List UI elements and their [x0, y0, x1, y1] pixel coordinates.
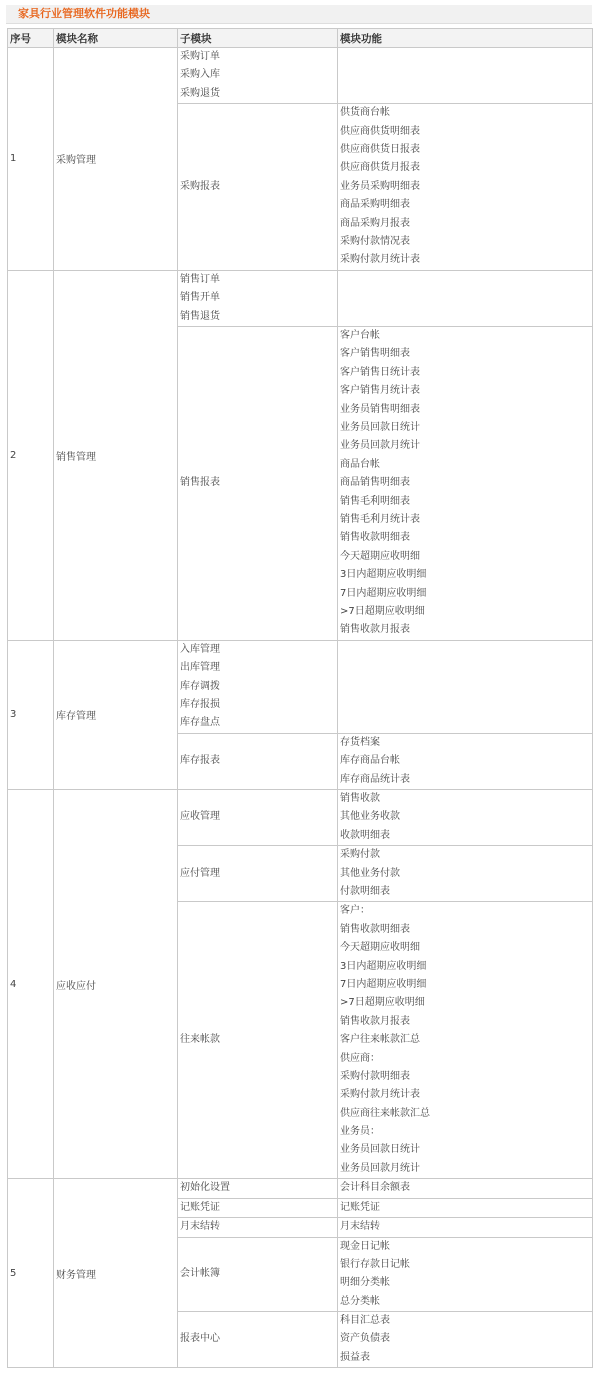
function-item: 7日内超期应收明细 [340, 587, 427, 599]
title-bar [6, 5, 592, 24]
sub-module-label: 报表中心 [180, 1333, 220, 1345]
function-item: 今天超期应收明细 [340, 942, 420, 954]
module-index: 3 [8, 640, 54, 789]
function-item: 收款明细表 [340, 829, 390, 841]
function-item: 7日内超期应收明细 [340, 978, 427, 990]
sub-module-cell [178, 902, 338, 1179]
function-item: 记账凭证 [340, 1201, 380, 1213]
table-body [8, 48, 593, 1368]
function-item: 采购付款明细表 [340, 1070, 410, 1082]
function-item: 客户销售明细表 [340, 348, 410, 360]
function-item: 销售收款明细表 [340, 923, 410, 935]
function-item: 3日内超期应收明细 [340, 960, 427, 972]
sub-module-cell [178, 1237, 338, 1312]
function-item: 供应商供货月报表 [340, 162, 420, 174]
function-item: 客户销售日统计表 [340, 366, 420, 378]
function-item: 月末结转 [340, 1221, 380, 1233]
sub-module-label: 采购退货 [180, 87, 220, 99]
function-item: 客户： [340, 905, 370, 917]
function-item: 采购付款情况表 [340, 235, 410, 247]
function-item: 业务员回款月统计 [340, 440, 420, 452]
module-function-cell [338, 1198, 593, 1217]
function-item: 业务员回款日统计 [340, 422, 420, 433]
sub-module-label: 出库管理 [180, 662, 220, 674]
function-item: 库存商品台帐 [340, 755, 400, 767]
function-item: 采购付款月统计表 [340, 254, 420, 266]
function-item: 销售收款月报表 [340, 624, 410, 636]
function-item: 今天超期应收明细 [340, 550, 420, 562]
sub-module-label: 往来帐款 [180, 1034, 220, 1046]
function-item: 供应商： [340, 1052, 380, 1064]
sub-module-cell [178, 48, 338, 104]
module-name: 库存管理 [54, 640, 178, 789]
sub-module-label: 库存报损 [180, 698, 220, 710]
sub-module-label: 采购订单 [180, 51, 220, 62]
page-title: 家具行业管理软件功能模块 [18, 7, 150, 20]
module-index: 5 [8, 1179, 54, 1368]
function-item: 商品台帐 [340, 458, 380, 470]
table-row [8, 789, 593, 845]
sub-module-label: 记账凭证 [180, 1201, 220, 1213]
module-function-cell [338, 1237, 593, 1312]
table-row [8, 48, 593, 104]
header-index: 序号 [8, 29, 54, 48]
function-item: 销售毛利月统计表 [340, 513, 420, 525]
module-function-cell [338, 733, 593, 789]
sub-module-label: 月末结转 [180, 1221, 220, 1233]
sub-module-label: 会计帐簿 [180, 1268, 220, 1280]
function-item: 业务员回款日统计 [340, 1144, 420, 1156]
sub-module-label: 销售报表 [180, 477, 220, 489]
table-row [8, 640, 593, 733]
sub-module-cell [178, 1179, 338, 1198]
sub-module-cell [178, 1218, 338, 1237]
module-function-cell [338, 104, 593, 271]
module-name: 应收应付 [54, 789, 178, 1178]
sub-module-cell [178, 270, 338, 326]
sub-module-cell [178, 846, 338, 902]
function-item: 供应商往来帐款汇总 [340, 1107, 430, 1119]
function-item: 业务员回款月统计 [340, 1162, 420, 1174]
function-item: 销售收款明细表 [340, 532, 410, 544]
header-sub-module: 子模块 [178, 29, 338, 48]
sub-module-label: 采购入库 [180, 69, 220, 81]
module-function-cell [338, 846, 593, 902]
sub-module-label: 应收管理 [180, 811, 220, 823]
sub-module-label: 销售开单 [180, 292, 220, 304]
sub-module-label: 销售退货 [180, 310, 220, 322]
function-item: 供应商供货日报表 [340, 144, 420, 155]
module-function-cell [338, 1218, 593, 1237]
function-item: 采购付款 [340, 849, 380, 861]
function-item: 其他业务付款 [340, 867, 400, 879]
function-item: 库存商品统计表 [340, 773, 410, 785]
function-item: 商品销售明细表 [340, 477, 410, 489]
module-function-cell [338, 902, 593, 1179]
function-item: 商品采购月报表 [340, 217, 410, 229]
function-item: 付款明细表 [340, 885, 390, 897]
function-item: 销售毛利明细表 [340, 495, 410, 507]
function-item: 科目汇总表 [340, 1315, 390, 1327]
function-item: >7日超期应收明细 [340, 997, 425, 1009]
function-item: 3日内超期应收明细 [340, 569, 427, 581]
sub-module-label: 应付管理 [180, 867, 220, 879]
sub-module-label: 销售订单 [180, 273, 220, 285]
module-function-cell [338, 789, 593, 845]
function-item: 业务员销售明细表 [340, 403, 420, 415]
function-item: 业务员： [340, 1126, 380, 1138]
module-function-cell [338, 48, 593, 104]
function-item: 总分类帐 [340, 1295, 380, 1307]
function-item: 商品采购明细表 [340, 199, 410, 211]
sub-module-label: 采购报表 [180, 180, 220, 192]
sub-module-cell [178, 733, 338, 789]
function-item: 采购付款月统计表 [340, 1089, 420, 1101]
table-row [8, 270, 593, 326]
function-item: >7日超期应收明细 [340, 605, 425, 617]
function-item: 供货商台帐 [340, 107, 390, 119]
header-module-function: 模块功能 [338, 29, 593, 48]
module-function-cell [338, 326, 593, 640]
function-item: 客户台帐 [340, 330, 380, 342]
sub-module-cell [178, 104, 338, 271]
function-item: 资产负债表 [340, 1333, 390, 1345]
header-module-name: 模块名称 [54, 29, 178, 48]
function-item: 会计科目余额表 [340, 1182, 410, 1194]
module-function-cell [338, 640, 593, 733]
module-index: 1 [8, 48, 54, 271]
function-item: 业务员采购明细表 [340, 180, 420, 192]
function-item: 销售收款 [340, 792, 380, 804]
module-name: 销售管理 [54, 270, 178, 640]
function-item: 现金日记帐 [340, 1240, 390, 1252]
function-item: 销售收款月报表 [340, 1015, 410, 1027]
function-item: 供应商供货明细表 [340, 125, 420, 137]
sub-module-cell [178, 789, 338, 845]
module-index: 2 [8, 270, 54, 640]
function-item: 存货档案 [340, 736, 380, 748]
sub-module-label: 入库管理 [180, 643, 220, 655]
sub-module-cell [178, 1198, 338, 1217]
sub-module-cell [178, 326, 338, 640]
sub-module-label: 库存报表 [180, 755, 220, 767]
sub-module-cell [178, 640, 338, 733]
module-function-cell [338, 270, 593, 326]
function-item: 客户往来帐款汇总 [340, 1034, 420, 1046]
table-row [8, 1179, 593, 1198]
sub-module-label: 初始化设置 [180, 1182, 230, 1194]
function-item: 其他业务收款 [340, 811, 400, 823]
sub-module-cell [178, 1312, 338, 1368]
module-function-cell [338, 1312, 593, 1368]
function-item: 银行存款日记帐 [340, 1258, 410, 1270]
module-name: 财务管理 [54, 1179, 178, 1368]
function-module-table [7, 28, 593, 1368]
function-item: 损益表 [340, 1351, 370, 1363]
function-item: 明细分类帐 [340, 1277, 390, 1289]
module-function-cell [338, 1179, 593, 1198]
function-item: 客户销售月统计表 [340, 385, 420, 397]
sub-module-label: 库存调拨 [180, 680, 220, 692]
header-row [8, 29, 593, 48]
sub-module-label: 库存盘点 [180, 717, 220, 729]
module-index: 4 [8, 789, 54, 1178]
module-name: 采购管理 [54, 48, 178, 271]
